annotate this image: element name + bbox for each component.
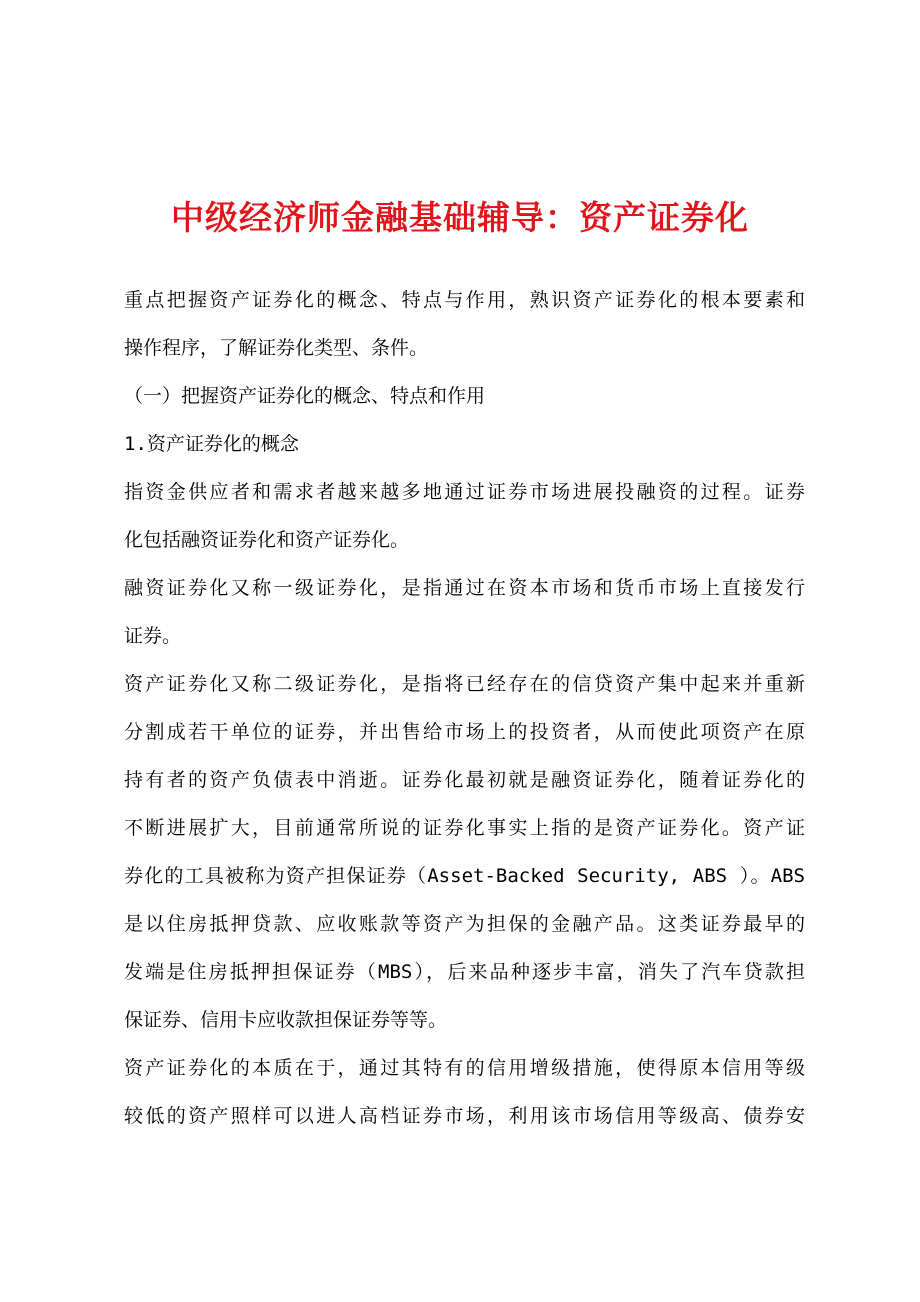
text-line: 是以住房抵押贷款、应收账款等资产为担保的金融产品。这类证券最早的 bbox=[124, 913, 805, 935]
subsection-heading bbox=[124, 420, 805, 468]
paragraph bbox=[124, 564, 805, 660]
section-heading bbox=[124, 372, 805, 420]
document-body bbox=[124, 276, 805, 1140]
text-line: 操作程序，了解证券化类型、条件。 bbox=[124, 337, 429, 359]
document-title: 中级经济师金融基础辅导：资产证券化 bbox=[171, 198, 749, 237]
text-line: 指资金供应者和需求者越来越多地通过证券市场进展投融资的过程。证券 bbox=[124, 481, 805, 503]
paragraph bbox=[124, 468, 805, 564]
text-line: 资产证券化的本质在于，通过其特有的信用增级措施，使得原本信用等级 bbox=[124, 1057, 805, 1079]
text-line: 保证券、信用卡应收款担保证券等等。 bbox=[124, 1009, 448, 1031]
text-line: （一）把握资产证券化的概念、特点和作用 bbox=[124, 385, 486, 407]
text-line: 融资证券化又称一级证券化，是指通过在资本市场和货币市场上直接发行 bbox=[124, 577, 805, 599]
text-line: 不断进展扩大，目前通常所说的证券化事实上指的是资产证券化。资产证 bbox=[124, 817, 805, 839]
text-line: 化包括融资证券化和资产证券化。 bbox=[124, 529, 410, 551]
text-line: 较低的资产照样可以进人高档证券市场，利用该市场信用等级高、债券安 bbox=[124, 1105, 805, 1127]
paragraph bbox=[124, 276, 805, 372]
text-line: 重点把握资产证券化的概念、特点与作用，熟识资产证券化的根本要素和 bbox=[124, 289, 805, 311]
text-line: 1.资产证券化的概念 bbox=[124, 433, 299, 455]
paragraph bbox=[124, 1044, 805, 1140]
text-line: 分割成若干单位的证券，并出售给市场上的投资者，从而使此项资产在原 bbox=[124, 721, 805, 743]
text-line: 发端是住房抵押担保证券（MBS），后来品种逐步丰富，消失了汽车贷款担 bbox=[124, 961, 805, 983]
text-line: 持有者的资产负债表中消逝。证券化最初就是融资证券化，随着证券化的 bbox=[124, 769, 805, 791]
text-line: 资产证券化又称二级证券化，是指将已经存在的信贷资产集中起来并重新 bbox=[124, 673, 805, 695]
text-line: 证券。 bbox=[124, 625, 182, 647]
text-line: 券化的工具被称为资产担保证券（Asset-Backed Security, ABS ）。ABS bbox=[124, 865, 805, 887]
paragraph bbox=[124, 660, 805, 1044]
